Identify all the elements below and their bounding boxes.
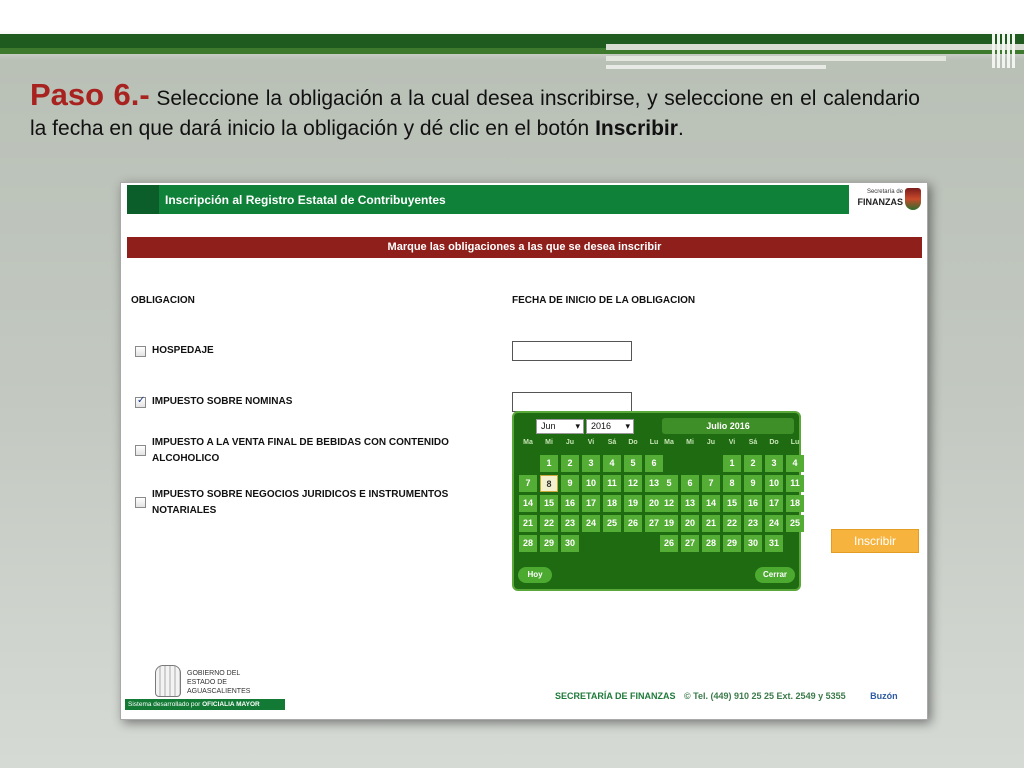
calendar-day[interactable]: 22 — [723, 515, 741, 532]
calendar-day[interactable]: 6 — [681, 475, 699, 492]
calendar-day[interactable]: 21 — [702, 515, 720, 532]
footer-phone: © Tel. (449) 910 25 25 Ext. 2549 y 5355 — [684, 691, 846, 701]
gov-line: AGUASCALIENTES — [187, 688, 251, 695]
calendar-day[interactable]: 29 — [723, 535, 741, 552]
calendar-day[interactable]: 1 — [723, 455, 741, 472]
calendar-blank — [681, 455, 699, 472]
app-screenshot-panel — [120, 182, 928, 720]
calendar-day[interactable]: 16 — [744, 495, 762, 512]
end-punct: . — [677, 117, 684, 140]
obligation-item[interactable] — [135, 394, 482, 410]
footer-secretaria: SECRETARÍA DE FINANZAS — [555, 691, 676, 701]
calendar-day[interactable]: 28 — [519, 535, 537, 552]
calendar-day[interactable]: 5 — [660, 475, 678, 492]
button-reference: Inscribir — [595, 117, 678, 140]
weekday-label: Lu — [649, 439, 659, 446]
developer-credit — [125, 699, 285, 710]
section-title: Marque las obligaciones a las que se desea inscribir — [127, 237, 922, 258]
weekday-label: Do — [769, 439, 779, 446]
calendar-day[interactable]: 26 — [660, 535, 678, 552]
calendar-day[interactable]: 24 — [582, 515, 600, 532]
calendar-day[interactable]: 20 — [645, 495, 663, 512]
close-button[interactable]: Cerrar — [755, 567, 795, 583]
gov-line: GOBIERNO DEL — [187, 670, 241, 677]
weekday-label: Ju — [565, 439, 575, 446]
calendar-day[interactable]: 20 — [681, 515, 699, 532]
calendar-day[interactable]: 4 — [603, 455, 621, 472]
calendar-day[interactable]: 7 — [702, 475, 720, 492]
calendar-day[interactable]: 21 — [519, 515, 537, 532]
obligation-label: IMPUESTO SOBRE NEGOCIOS JURIDICOS E INSTRUMENTOS NOTARIALES — [152, 489, 449, 516]
weekday-label: Lu — [790, 439, 800, 446]
calendar-day[interactable]: 3 — [765, 455, 783, 472]
finanzas-logo — [849, 187, 921, 213]
weekday-label: Ma — [523, 439, 533, 446]
calendar-day[interactable]: 24 — [765, 515, 783, 532]
header-square — [127, 185, 159, 214]
calendar-day[interactable]: 25 — [786, 515, 804, 532]
column-label-obligacion: OBLIGACION — [131, 295, 195, 306]
calendar-day[interactable]: 18 — [603, 495, 621, 512]
logo-big-text: FINANZAS — [857, 197, 903, 207]
second-month-title: Julio 2016 — [662, 418, 794, 434]
year-select[interactable]: 2016 ▾ — [586, 419, 634, 434]
calendar-blank — [519, 455, 537, 472]
step-title: Paso 6.- — [30, 77, 150, 112]
date-input-active[interactable] — [512, 392, 632, 412]
checkbox[interactable] — [135, 346, 146, 357]
calendar-day[interactable]: 19 — [624, 495, 642, 512]
calendar-day[interactable]: 17 — [765, 495, 783, 512]
weekday-label: Sá — [748, 439, 758, 446]
calendar-day[interactable]: 27 — [645, 515, 663, 532]
calendar-day[interactable]: 10 — [582, 475, 600, 492]
today-button[interactable]: Hoy — [518, 567, 552, 583]
checkbox[interactable] — [135, 497, 146, 508]
calendar-day[interactable]: 26 — [624, 515, 642, 532]
date-input[interactable] — [512, 341, 632, 361]
calendar-day[interactable]: 4 — [786, 455, 804, 472]
column-label-fecha: FECHA DE INICIO DE LA OBLIGACION — [512, 295, 696, 306]
calendar-day[interactable]: 18 — [786, 495, 804, 512]
gov-crest-icon — [155, 665, 181, 697]
obligation-item[interactable] — [135, 435, 482, 467]
calendar-day[interactable]: 11 — [603, 475, 621, 492]
checkbox[interactable] — [135, 445, 146, 456]
calendar-day[interactable]: 12 — [624, 475, 642, 492]
obligation-item[interactable] — [135, 487, 482, 519]
weekday-header — [519, 439, 663, 446]
calendar-day[interactable]: 16 — [561, 495, 579, 512]
calendar-day[interactable]: 30 — [744, 535, 762, 552]
gov-text — [187, 669, 267, 696]
dev-name: OFICIALIA MAYOR — [202, 701, 260, 708]
decor-stripes — [992, 34, 1016, 68]
checkbox-checked[interactable] — [135, 397, 146, 408]
crest-icon — [905, 188, 921, 210]
weekday-label: Vi — [728, 439, 736, 446]
calendar-day[interactable]: 22 — [540, 515, 558, 532]
calendar-day[interactable]: 2 — [744, 455, 762, 472]
calendar-day[interactable]: 27 — [681, 535, 699, 552]
calendar-day[interactable]: 13 — [645, 475, 663, 492]
calendar-day[interactable]: 19 — [660, 515, 678, 532]
calendar-day[interactable]: 25 — [603, 515, 621, 532]
app-title: Inscripción al Registro Estatal de Contribuyentes — [165, 193, 446, 207]
calendar-day[interactable]: 10 — [765, 475, 783, 492]
slide-heading — [30, 77, 920, 144]
obligation-label: HOSPEDAJE — [152, 345, 214, 356]
top-decor-line — [606, 65, 826, 69]
calendar-day[interactable]: 1 — [540, 455, 558, 472]
calendar-day[interactable]: 31 — [765, 535, 783, 552]
top-decor-line — [606, 56, 946, 61]
app-header — [127, 185, 849, 214]
calendar-blank — [702, 455, 720, 472]
calendar-grid-month2 — [660, 455, 804, 552]
weekday-label: Ju — [706, 439, 716, 446]
calendar-day-selected[interactable]: 8 — [540, 475, 558, 492]
weekday-header — [660, 439, 804, 446]
weekday-label: Sá — [607, 439, 617, 446]
top-decor-line — [606, 44, 1024, 50]
obligation-item[interactable] — [135, 343, 482, 359]
calendar-day[interactable]: 6 — [645, 455, 663, 472]
obligation-label: IMPUESTO SOBRE NOMINAS — [152, 396, 293, 407]
calendar-day[interactable]: 13 — [681, 495, 699, 512]
calendar-grid-month1 — [519, 455, 663, 552]
calendar-day[interactable]: 9 — [561, 475, 579, 492]
calendar-day[interactable]: 17 — [582, 495, 600, 512]
month-select[interactable]: Jun ▾ — [536, 419, 584, 434]
footer-contact — [555, 691, 898, 701]
calendar-day[interactable]: 29 — [540, 535, 558, 552]
calendar-day[interactable]: 15 — [540, 495, 558, 512]
weekday-label: Mi — [686, 439, 694, 446]
obligation-label: IMPUESTO A LA VENTA FINAL DE BEBIDAS CON CONTENIDO ALCOHOLICO — [152, 437, 449, 464]
dev-prefix: Sistema desarrollado por — [128, 701, 201, 708]
calendar-day[interactable]: 11 — [786, 475, 804, 492]
calendar-day[interactable]: 14 — [519, 495, 537, 512]
calendar-day[interactable]: 14 — [702, 495, 720, 512]
weekday-label: Vi — [587, 439, 595, 446]
weekday-label: Do — [628, 439, 638, 446]
gov-line: ESTADO DE — [187, 679, 227, 686]
calendar-day[interactable]: 23 — [744, 515, 762, 532]
calendar-day[interactable]: 3 — [582, 455, 600, 472]
calendar-day[interactable]: 23 — [561, 515, 579, 532]
inscribir-button[interactable]: Inscribir — [831, 529, 919, 553]
calendar-day[interactable]: 7 — [519, 475, 537, 492]
calendar-day[interactable]: 2 — [561, 455, 579, 472]
date-picker — [512, 411, 801, 591]
calendar-day[interactable]: 9 — [744, 475, 762, 492]
instruction-text: Seleccione la obligación a la cual desea inscribirse, y seleccione en el calendario la fecha en que dará inicio la obligación y dé clic en el botón — [30, 87, 920, 140]
weekday-label: Mi — [545, 439, 553, 446]
buzon-link[interactable]: Buzón — [870, 691, 898, 701]
calendar-blank — [660, 455, 678, 472]
calendar-day[interactable]: 5 — [624, 455, 642, 472]
calendar-day[interactable]: 30 — [561, 535, 579, 552]
weekday-label: Ma — [664, 439, 674, 446]
calendar-day[interactable]: 28 — [702, 535, 720, 552]
calendar-day[interactable]: 12 — [660, 495, 678, 512]
calendar-day[interactable]: 15 — [723, 495, 741, 512]
logo-small-text: Secretaría de — [866, 189, 903, 195]
calendar-day[interactable]: 8 — [723, 475, 741, 492]
